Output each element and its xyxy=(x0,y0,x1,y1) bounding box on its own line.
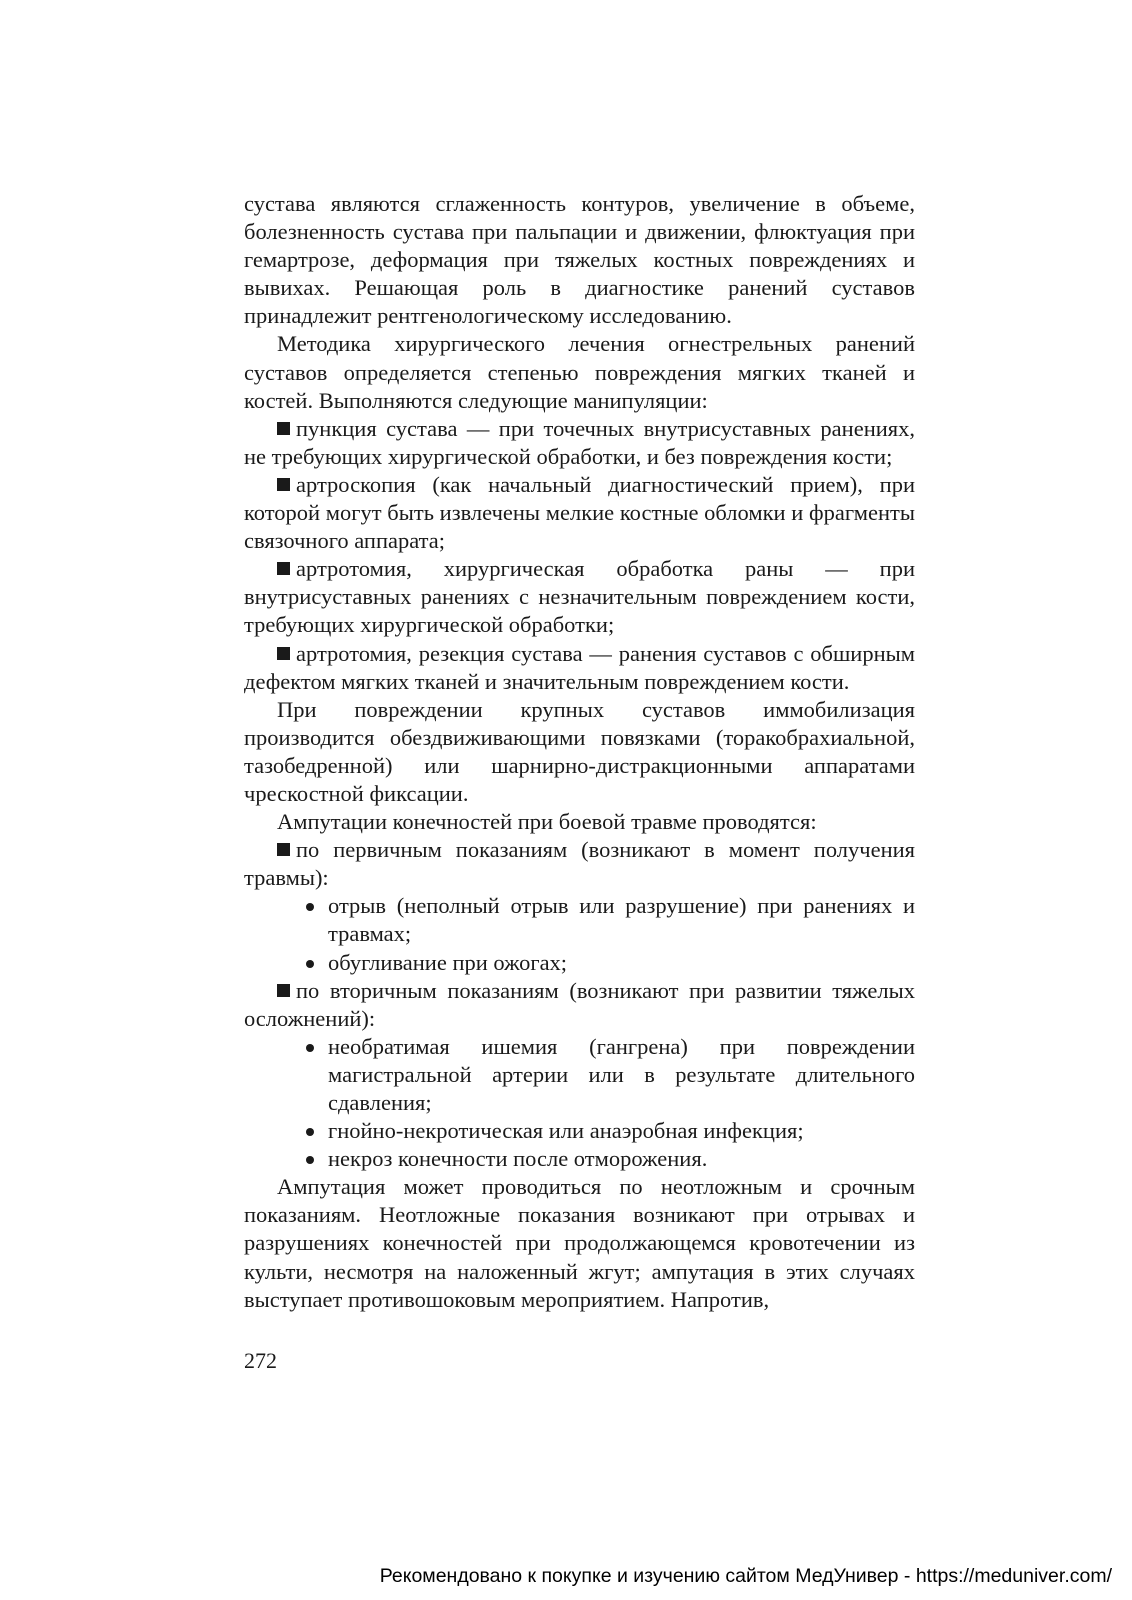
list-item-text: отрыв (неполный отрыв или разрушение) при ранениях и травмах; xyxy=(328,893,915,947)
list-item-text: по вторичным показаниям (возникают при развитии тяжелых осложнений): xyxy=(244,977,915,1031)
paragraph-amputation-intro: Ампутации конечностей при боевой травме проводятся: xyxy=(277,809,817,835)
list-item xyxy=(244,1117,915,1145)
square-bullet-icon xyxy=(277,478,290,491)
round-bullet-icon xyxy=(306,960,314,968)
paragraph-continuation: сустава являются сглаженность контуров, увеличение в объеме, болезненность сустава при пальпации и движении, флюктуация при гемартрозе, деформация при тяжелых костных повреждениях и вывихах. Решающая роль в диагностике ранений суставов принадлежит рентгенологическому исследованию. xyxy=(244,191,915,329)
primary-indications-list xyxy=(244,892,915,976)
list-item xyxy=(244,555,915,639)
list-item-text: гнойно-некротическая или анаэробная инфекция; xyxy=(328,1118,804,1144)
round-bullet-icon xyxy=(306,1044,314,1052)
list-item xyxy=(244,415,915,471)
list-item-text: обугливание при ожогах; xyxy=(328,949,568,975)
list-item xyxy=(244,949,915,977)
page-number: 272 xyxy=(244,1348,277,1373)
square-bullet-icon xyxy=(277,843,290,856)
list-item xyxy=(244,892,915,948)
round-bullet-icon xyxy=(306,1128,314,1136)
square-bullet-icon xyxy=(277,647,290,660)
round-bullet-icon xyxy=(306,1156,314,1164)
page-body xyxy=(244,190,915,1314)
list-item-text: по первичным показаниям (возникают в момент получения травмы): xyxy=(244,837,915,891)
square-bullet-icon xyxy=(277,422,290,435)
list-item-text: пункция сустава — при точечных внутрисуставных ранениях, не требующих хирургической обработки, и без повреждения кости; xyxy=(244,415,915,469)
list-item-text: артроскопия (как начальный диагностический прием), при которой могут быть извлечены мелкие костные обломки и фрагменты связочного аппарата; xyxy=(244,471,915,554)
list-item xyxy=(244,1145,915,1173)
square-bullet-icon xyxy=(277,984,290,997)
square-bullet-icon xyxy=(277,562,290,575)
secondary-indications-list xyxy=(244,1033,915,1173)
list-item xyxy=(244,471,915,555)
list-item-text: некроз конечности после отморожения. xyxy=(328,1146,708,1172)
list-item xyxy=(244,640,915,696)
footer-watermark: Рекомендовано к покупке и изучению сайтом МедУнивер - https://meduniver.com/ xyxy=(379,1565,1112,1587)
list-item-text: артротомия, резекция сустава — ранения суставов с обширным дефектом мягких тканей и значительным повреждением кости. xyxy=(244,640,915,694)
round-bullet-icon xyxy=(306,903,314,911)
list-item-text: артротомия, хирургическая обработка раны — при внутрисуставных ранениях с незначительным повреждением кости, требующих хирургической обработки; xyxy=(244,556,915,638)
list-item-text: необратимая ишемия (гангрена) при повреждении магистральной артерии или в результате длительного сдавления; xyxy=(328,1033,915,1115)
list-item xyxy=(244,1033,915,1117)
list-item-secondary xyxy=(244,977,915,1033)
paragraph-urgent-amputation: Ампутация может проводиться по неотложным и срочным показаниям. Неотложные показания возникают при отрывах и разрушениях конечностей при продолжающемся кровотечении из культи, несмотря на наложенный жгут; ампутация в этих случаях выступает противошоковым мероприятием. Напротив, xyxy=(244,1174,915,1312)
paragraph-immobilization: При повреждении крупных суставов иммобилизация производится обездвиживающими повязками (торакобрахиальной, тазобедренной) или шарнирно-дистракционными аппаратами чрескостной фиксации. xyxy=(244,696,915,806)
list-item-primary xyxy=(244,836,915,892)
paragraph-surgical-method: Методика хирургического лечения огнестрельных ранений суставов определяется степенью повреждения мягких тканей и костей. Выполняются следующие манипуляции: xyxy=(244,331,915,413)
